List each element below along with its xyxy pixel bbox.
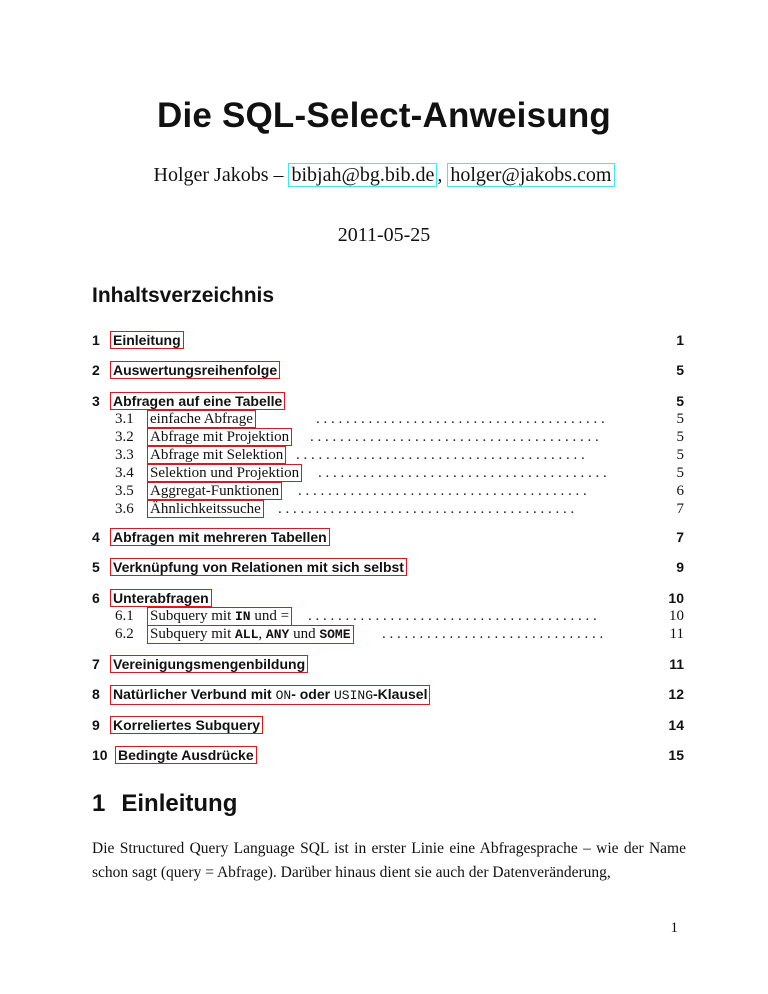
leader-dots: . . . . . . . . . . . . . . . . . . . . . . . . . . . . . . . . . . . . . . .: [316, 411, 605, 427]
leader-dots: . . . . . . . . . . . . . . . . . . . . . . . . . . . . . . . . . . . . . . .: [298, 483, 587, 499]
toc-link-natuerlicher-verbund[interactable]: [110, 685, 430, 705]
toc-number: 3.2: [115, 429, 134, 445]
toc-number: 2: [92, 362, 100, 378]
toc-page: 5: [676, 447, 684, 463]
toc-link-bedingte-ausdruecke[interactable]: Bedingte Ausdrücke: [115, 746, 257, 764]
toc-page: 5: [676, 429, 684, 445]
toc-number: 10: [92, 747, 108, 763]
toc-link-korreliertes-subquery[interactable]: Korreliertes Subquery: [110, 716, 263, 734]
toc-number: 3.4: [115, 465, 134, 481]
toc-page: 11: [669, 626, 684, 642]
toc-entry: [92, 745, 684, 765]
toc-page: 12: [668, 686, 684, 702]
toc-page: 10: [668, 590, 684, 606]
toc-link-abfrage-selektion[interactable]: Abfrage mit Selektion: [147, 446, 286, 464]
code-keyword: SOME: [319, 627, 351, 642]
toc-link-aggregat-funktionen[interactable]: Aggregat-Funktionen: [147, 482, 282, 500]
toc-label-text: Subquery mit: [150, 608, 235, 624]
toc-entry: [92, 391, 684, 411]
code-keyword: USING: [333, 688, 373, 703]
toc-label-text: - oder: [291, 686, 334, 702]
author-name: Holger Jakobs: [153, 164, 269, 186]
section-heading: [92, 790, 237, 818]
toc-page: 7: [676, 529, 684, 545]
leader-dots: . . . . . . . . . . . . . . . . . . . . . . . . . . . . . . . . . . . . . . .: [310, 429, 599, 445]
toc-number: 8: [92, 686, 100, 702]
toc-entry: [92, 715, 684, 735]
toc-page: 5: [676, 393, 684, 409]
toc-number: 9: [92, 717, 100, 733]
toc-subentry: [92, 463, 684, 483]
leader-dots: . . . . . . . . . . . . . . . . . . . . . . . . . . . . . . . . . . . . . . .: [308, 608, 597, 624]
toc-page: 7: [676, 501, 684, 517]
toc-subentry: [92, 624, 684, 644]
leader-dots: . . . . . . . . . . . . . . . . . . . . . . . . . . . . . . . . . . . . . . .: [318, 465, 607, 481]
toc-link-aehnlichkeitssuche[interactable]: Ähnlichkeitssuche: [147, 500, 264, 518]
toc-label-text: und: [289, 626, 320, 642]
email-link-1[interactable]: bibjah@bg.bib.de: [288, 163, 437, 187]
toc-number: 6.2: [115, 626, 134, 642]
leader-dots: . . . . . . . . . . . . . . . . . . . . . . . . . . . . . . . . . . . . . . . .: [278, 501, 575, 517]
document-title: Die SQL-Select-Anweisung: [156, 96, 612, 135]
toc-number: 3.5: [115, 483, 134, 499]
toc-subentry: [92, 481, 684, 501]
toc-link-einfache-abfrage[interactable]: einfache Abfrage: [147, 410, 256, 428]
toc-subentry: [92, 606, 684, 626]
toc-number: 6: [92, 590, 100, 606]
toc-page: 10: [669, 608, 684, 624]
code-keyword: ON: [275, 688, 292, 703]
toc-number: 3.6: [115, 501, 134, 517]
toc-link-abfrage-projektion[interactable]: Abfrage mit Projektion: [147, 428, 292, 446]
toc-subentry: [92, 427, 684, 447]
toc-entry: [92, 588, 684, 608]
toc-page: 15: [668, 747, 684, 763]
toc-link-abfragen-eine-tabelle[interactable]: Abfragen auf eine Tabelle: [110, 392, 285, 410]
page-number: 1: [670, 920, 678, 936]
body-paragraph: Die Structured Query Language SQL ist in erster Linie eine Abfragesprache – wie der Name schon sagt (query = Abfrage). Darüber hinaus dient sie auch der Datenveränderung,: [92, 840, 686, 881]
toc-number: 1: [92, 332, 100, 348]
toc-entry: [92, 330, 684, 350]
toc-entry: [92, 360, 684, 380]
author-line: [0, 164, 768, 187]
author-dash: –: [273, 164, 284, 186]
toc-link-auswertungsreihenfolge[interactable]: Auswertungsreihenfolge: [110, 361, 280, 379]
toc-page: 6: [676, 483, 684, 499]
toc-number: 7: [92, 656, 100, 672]
toc-page: 11: [669, 656, 684, 672]
email-separator: ,: [437, 164, 443, 186]
toc-label-text: -Klausel: [373, 686, 428, 702]
toc-page: 9: [676, 559, 684, 575]
toc-subentry: [92, 445, 684, 465]
toc-subentry: [92, 499, 684, 519]
toc-entry: [92, 557, 684, 577]
toc-label-text: ,: [258, 626, 266, 642]
toc-number: 3.3: [115, 447, 134, 463]
toc-number: 3: [92, 393, 100, 409]
toc-number: 6.1: [115, 608, 134, 624]
toc-link-selektion-projektion[interactable]: Selektion und Projektion: [147, 464, 302, 482]
toc-page: 5: [676, 411, 684, 427]
toc-number: 3.1: [115, 411, 134, 427]
leader-dots: . . . . . . . . . . . . . . . . . . . . . . . . . . . . . . . . . . . . . . .: [296, 447, 585, 463]
toc-link-mehrere-tabellen[interactable]: Abfragen mit mehreren Tabellen: [110, 528, 330, 546]
toc-subentry: [92, 409, 684, 429]
code-keyword: IN: [235, 609, 251, 624]
toc-label-text: Subquery mit: [150, 626, 235, 642]
toc-page: 5: [676, 465, 684, 481]
code-keyword: ALL: [235, 627, 259, 642]
toc-heading: Inhaltsverzeichnis: [92, 284, 275, 307]
toc-link-einleitung[interactable]: Einleitung: [110, 331, 184, 349]
toc-label-text: und =: [250, 608, 290, 624]
toc-link-verknuepfung[interactable]: Verknüpfung von Relationen mit sich selbst: [110, 558, 407, 576]
toc-entry: [92, 684, 684, 704]
document-date: 2011-05-25: [337, 224, 431, 246]
toc-entry: [92, 654, 684, 674]
section-title: Einleitung: [121, 790, 238, 817]
toc-link-vereinigung[interactable]: Vereinigungsmengenbildung: [110, 655, 308, 673]
leader-dots: . . . . . . . . . . . . . . . . . . . . . . . . . . . . . .: [382, 626, 604, 642]
toc-link-subquery-all-any-some[interactable]: [147, 625, 354, 644]
code-keyword: ANY: [265, 627, 290, 642]
toc-number: 5: [92, 559, 100, 575]
toc-number: 4: [92, 529, 100, 545]
toc-page: 14: [668, 717, 684, 733]
email-link-2[interactable]: holger@jakobs.com: [447, 163, 614, 187]
section-number: 1: [92, 790, 106, 817]
toc-label-text: Natürlicher Verbund mit: [113, 686, 276, 702]
toc-entry: [92, 527, 684, 547]
toc-link-unterabfragen[interactable]: Unterabfragen: [110, 589, 212, 607]
toc-page: 1: [676, 332, 684, 348]
toc-page: 5: [676, 362, 684, 378]
